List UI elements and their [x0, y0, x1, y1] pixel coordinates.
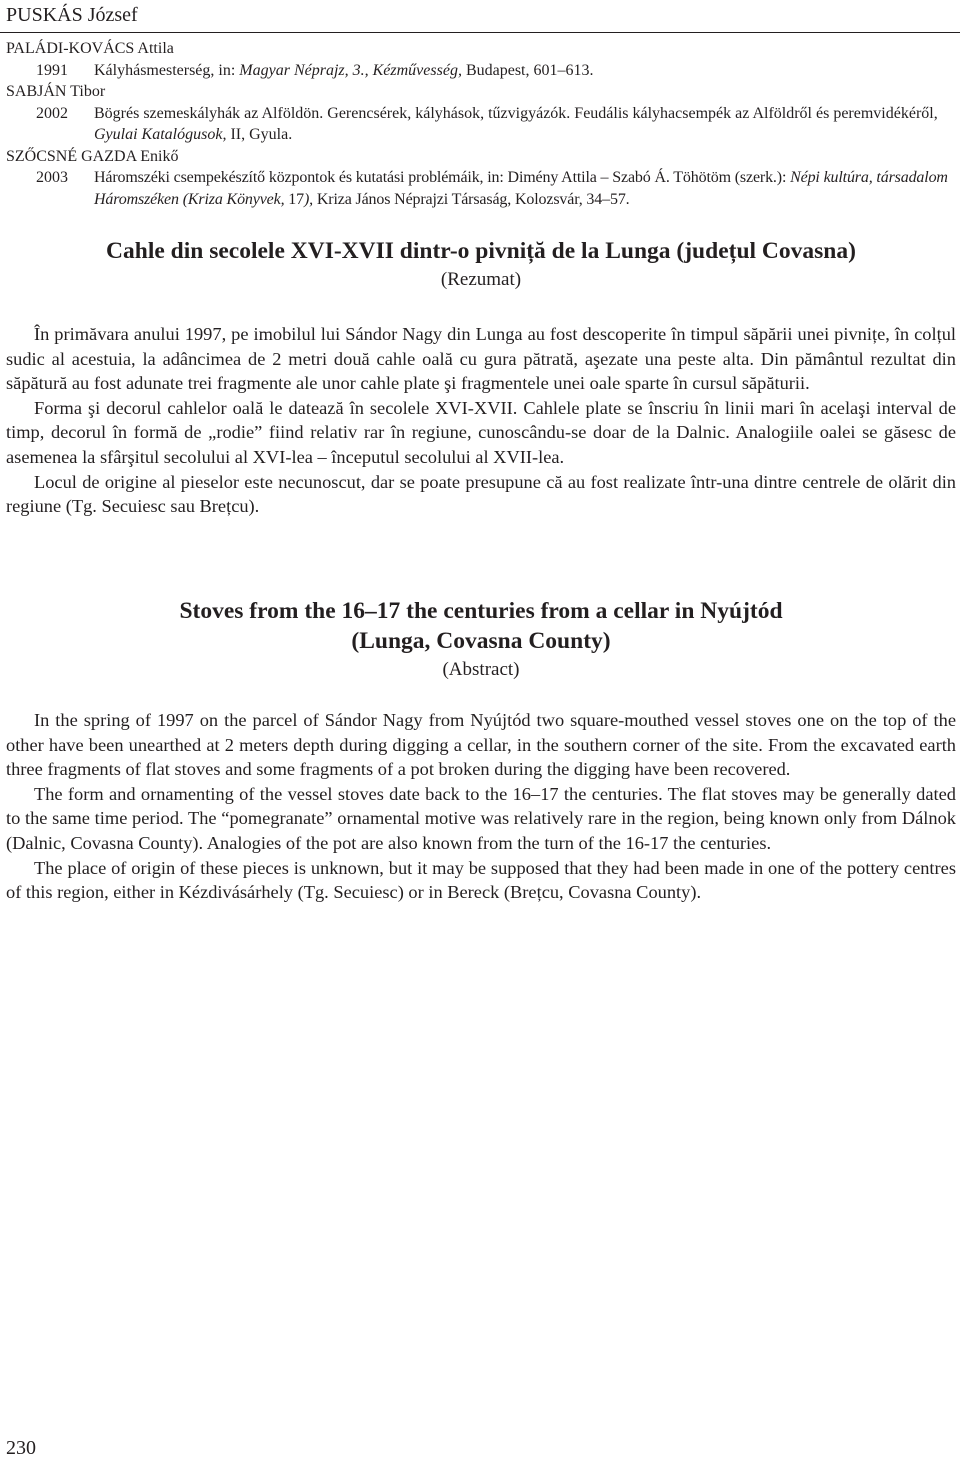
romanian-summary — [6, 236, 956, 519]
reference-year: 2002 — [36, 104, 68, 122]
english-subtitle: (Abstract) — [442, 659, 520, 680]
page-number: 230 — [6, 1437, 36, 1459]
romanian-subtitle: (Rezumat) — [440, 269, 522, 290]
reference-text: Bögrés szemeskályhák az Alföldön. Gerencsérek, kályhások, tűzvigyázók. Feudális kályhacsempék az Alföldről és peremvidékéről, Gyulai Katalógusok, II, Gyula. — [94, 104, 938, 143]
reference-item — [6, 38, 956, 81]
reference-year: 1991 — [36, 61, 68, 79]
reference-author: SABJÁN Tibor — [6, 83, 106, 100]
references-list — [6, 38, 956, 210]
english-abstract — [6, 596, 956, 905]
english-paragraph: The form and ornamenting of the vessel stoves date back to the 16–17 the centuries. The flat stoves may be generally dated to the same time period. The “pomegranate” ornamental motive was relatively rare in the region, being known only from Dálnok (Dalnic, Covasna County). Analogies of the pot are also known from the turn of the 16-17 the centuries. — [6, 783, 956, 853]
reference-item — [6, 146, 956, 211]
english-title: (Lunga, Covasna County) — [351, 628, 611, 654]
running-header — [0, 0, 960, 33]
english-paragraph: In the spring of 1997 on the parcel of Sándor Nagy from Nyújtód two square-mouthed vessel stoves one on the top of the other have been unearthed at 2 meters depth during digging a cellar, in the southern corner of the site. From the excavated earth three fragments of flat stoves and some fragments of a pot broken during the digging have been recovered. — [6, 710, 956, 780]
romanian-title: Cahle din secolele XVI-XVII dintr-o pivniță de la Lunga (județul Covasna) — [106, 238, 856, 264]
reference-year: 2003 — [36, 169, 68, 186]
reference-text: Kályhásmesterség, in: Magyar Néprajz, 3., Kézművesség, Budapest, 601–613. — [94, 61, 594, 79]
romanian-paragraph: Locul de origine al pieselor este necunoscut, dar se poate presupune că au fost realizate într-una dintre centrele de olărit din regiune (Tg. Secuiesc sau Brețcu). — [6, 471, 956, 517]
english-paragraph: The place of origin of these pieces is unknown, but it may be supposed that they had been made in one of the pottery centres of this region, either in Kézdivásárhely (Tg. Secuiesc) or in Bereck (Brețcu, Covasna County). — [6, 857, 956, 903]
header-author: PUSKÁS József — [6, 4, 138, 26]
english-title: Stoves from the 16–17 the centuries from a cellar in Nyújtód — [179, 598, 783, 624]
reference-author: PALÁDI-KOVÁCS Attila — [6, 40, 174, 57]
reference-text: Háromszéki csempekészítő központok és kutatási problémáik, in: Dimény Attila – Szabó Á. Töhötöm (szerk.): Népi kultúra, társadalom Háromszéken (Kriza Könyvek, 17), Kriza János Néprajzi Társaság, Kolozsvár, 34–57. — [94, 169, 948, 208]
reference-item — [6, 81, 956, 146]
reference-author: SZŐCSNÉ GAZDA Enikő — [6, 147, 179, 165]
romanian-paragraph: În primăvara anului 1997, pe imobilul lui Sándor Nagy din Lunga au fost descoperite în timpul săpării unei pivnițe, în colțul sudic al acestuia, la adâncimea de 2 metri două cahle oală cu gura pătrată, aşezate una peste alta. Din pământul rezultat din săpătură au fost adunate trei fragmente ale unor cahle plate şi fragmentele unei oale sparte în cursul săpăturii. — [6, 324, 956, 394]
romanian-paragraph: Forma şi decorul cahlelor oală le datează în secolele XVI-XVII. Cahlele plate se înscriu în linii mari în acelaşi interval de timp, decorul în formă de „rodie” fiind relativ rar în regiune, cunoscându-se doar de la Dalnic. Analogiile oalei se găsesc de asemenea la sfârşitul secolului al XVI-lea – începutul secolului al XVII-lea. — [6, 397, 956, 467]
